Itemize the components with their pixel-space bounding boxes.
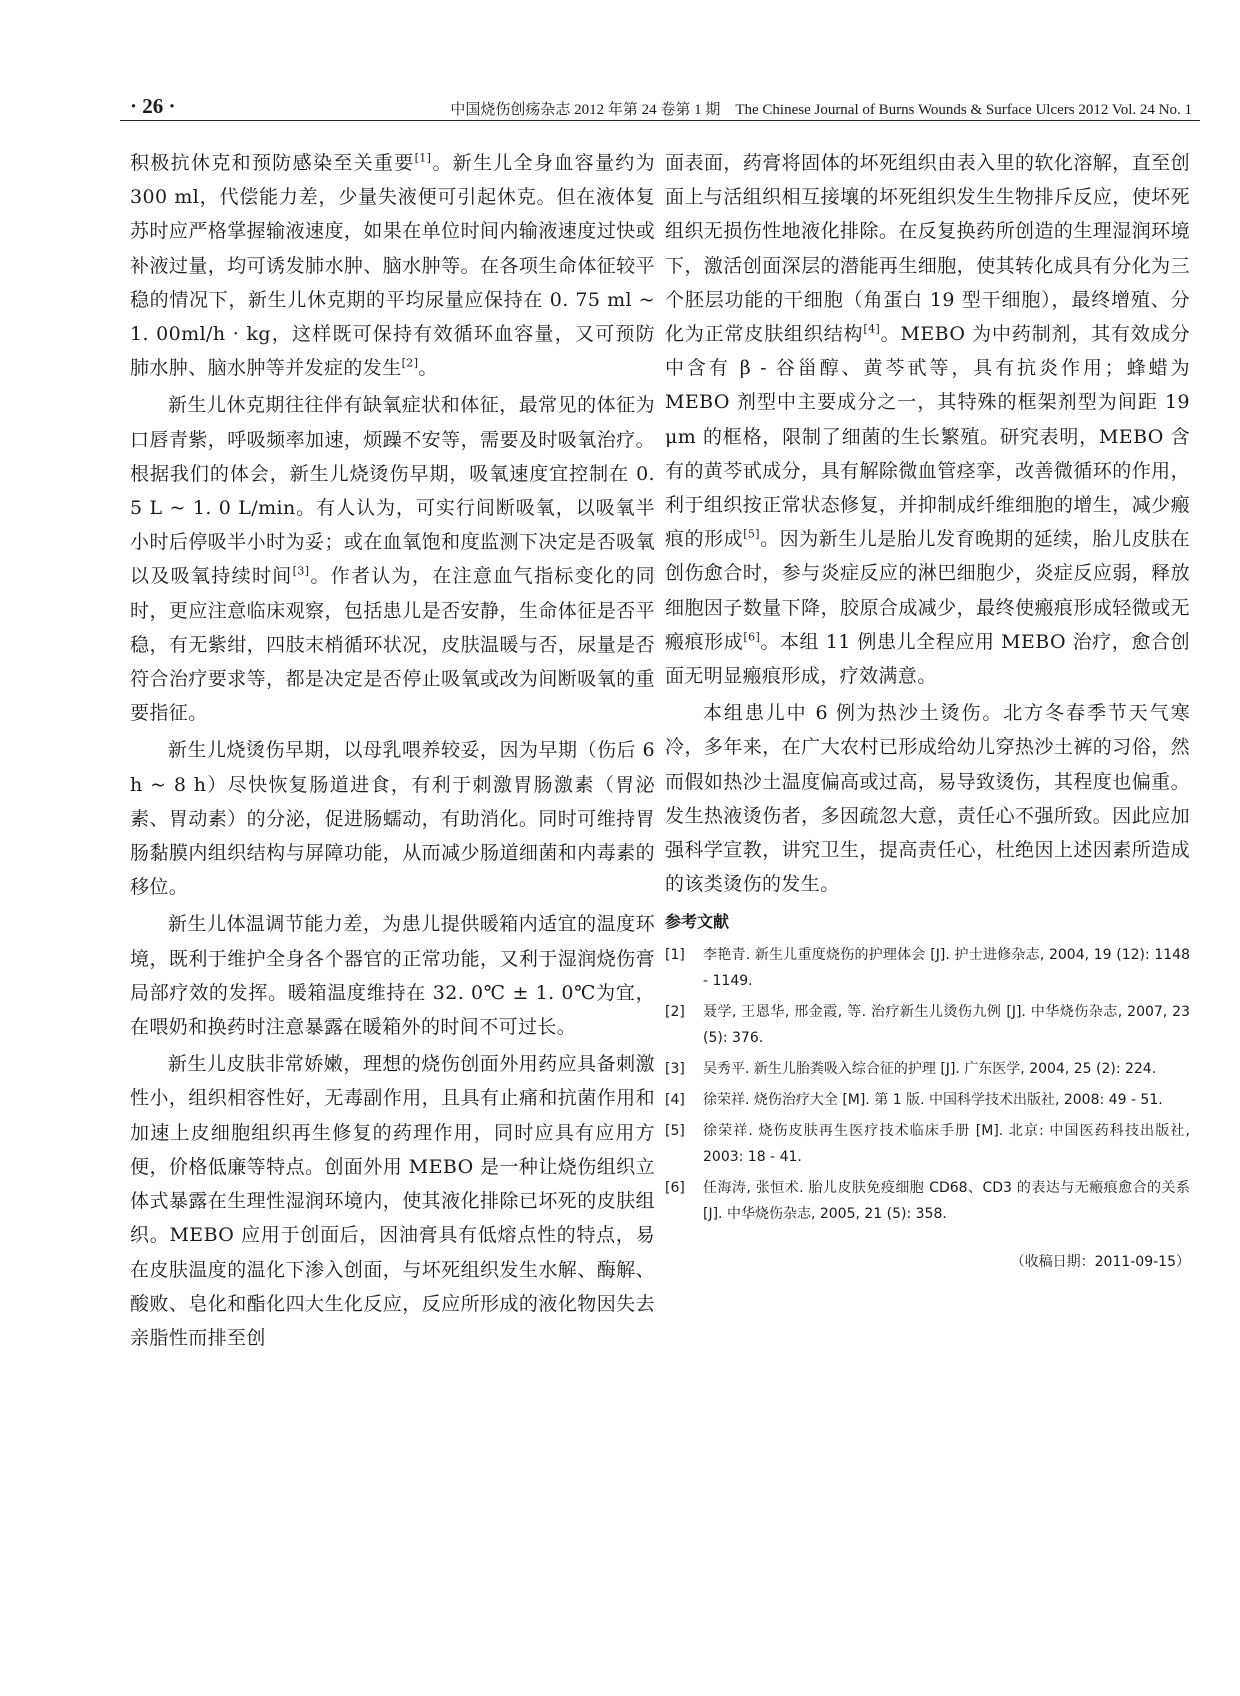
paragraph: 新生儿烧烫伤早期，以母乳喂养较妥，因为早期（伤后 6 h ~ 8 h）尽快恢复肠道进食，有利于刺激胃肠激素（胃泌素、胃动素）的分泌，促进肠蠕动，有助消化。同时可维持胃肠黏膜内组织结构与屏障功能，从而减少肠道细菌和内毒素的移位。 xyxy=(130,739,655,899)
page-header xyxy=(120,94,1200,121)
left-column xyxy=(130,146,655,1355)
reference-number: [1] xyxy=(665,947,685,964)
reference-item xyxy=(665,1175,1190,1227)
reference-number: [5] xyxy=(665,1123,685,1140)
reference-text: 徐荣祥. 烧伤治疗大全 [M]. 第 1 版. 中国科学技术出版社, 2008: 49 - 51. xyxy=(703,1092,1163,1109)
reference-number: [2] xyxy=(665,1004,685,1021)
text-run: 。作者认为，在注意血气指标变化的同时，更应注意临床观察，包括患儿是否安静，生命体征是否平稳，有无紫绀，四肢末梢循环状况，皮肤温暖与否，尿量是否符合治疗要求等，都是决定是否停止吸氧或改为间断吸氧的重要指征。 xyxy=(130,565,655,725)
reference-number: [6] xyxy=(665,1180,685,1197)
paragraph xyxy=(130,146,655,385)
received-date: （收稿日期：2011-09-15） xyxy=(1010,1254,1190,1271)
paragraph: 新生儿体温调节能力差，为患儿提供暖箱内适宜的温度环境，既利于维护全身各个器官的正常功能，又利于湿润烧伤膏局部疗效的发挥。暖箱温度维持在 32. 0℃ ± 1. 0℃为宜，在喂奶和换药时注意暴露在暖箱外的时间不可过长。 xyxy=(130,913,655,1039)
reference-text: 任海涛, 张恒术. 胎儿皮肤免疫细胞 CD68、CD3 的表达与无瘢痕愈合的关系 [J]. 中华烧伤杂志, 2005, 21 (5): 358. xyxy=(703,1180,1190,1223)
reference-item xyxy=(665,1056,1190,1082)
paragraph: 本组患儿中 6 例为热沙土烫伤。北方冬春季节天气寒冷，多年来，在广大农村已形成给幼儿穿热沙土裤的习俗，然而假如热沙土温度偏高或过高，易导致烫伤，其程度也偏重。发生热液烫伤者，多因疏忽大意，责任心不强所致。因此应加强科学宣教，讲究卫生，提高责任心，杜绝因上述因素所造成的该类烫伤的发生。 xyxy=(665,702,1190,896)
paragraph: 新生儿皮肤非常娇嫩，理想的烧伤创面外用药应具备刺激性小，组织相容性好，无毒副作用，且具有止痛和抗菌作用和加速上皮细胞组织再生修复的药理作用，同时应具有应用方便，价格低廉等特点。创面外用 MEBO 是一种让烧伤组织立体式暴露在生理性湿润环境内，使其液化排除已坏死的皮肤组织。MEBO 应用于创面后，因油膏具有低熔点性的特点，易在皮肤温度的温化下渗入创面，与坏死组织发生水解、酶解、酸败、皂化和酯化四大生化反应，反应所形成的液化物因失去亲脂性而排至创 xyxy=(130,1053,655,1349)
reference-item xyxy=(665,999,1190,1051)
text-run: 。因为新生儿是胎儿发育晚期的延续，胎儿皮肤在创伤愈合时，参与炎症反应的淋巴细胞少，炎症反应弱，释放细胞因子数量下降，胶原合成减少，最终使瘢痕形成轻微或无瘢痕形成 xyxy=(665,528,1190,653)
text-run: 。本组 11 例患儿全程应用 MEBO 治疗，愈合创面无明显瘢痕形成，疗效满意。 xyxy=(665,630,1190,688)
citation: [4] xyxy=(863,322,881,336)
citation: [5] xyxy=(743,527,760,541)
references-title: 参考文献 xyxy=(665,912,730,932)
reference-item xyxy=(665,942,1190,994)
paragraph xyxy=(130,388,655,730)
reference-text: 吴秀平. 新生儿胎粪吸入综合征的护理 [J]. 广东医学, 2004, 25 (2): 224. xyxy=(703,1061,1157,1078)
page-number: · 26 · xyxy=(130,94,176,118)
reference-list xyxy=(665,942,1190,1227)
text-run: 。新生儿全身血容量约为 300 ml，代偿能力差，少量失液便可引起休克。但在液体复苏时应严格掌握输液速度，如果在单位时间内输液速度过快或补液过量，均可诱发肺水肿、脑水肿等。在各项生命体征较平稳的情况下，新生儿休克期的平均尿量应保持在 0. 75 ml ~ 1. 00ml/h · kg，这样既可保持有效循环血容量，又可预防肺水肿、脑水肿等并发症的发生 xyxy=(130,152,655,380)
reference-text: 徐荣祥. 烧伤皮肤再生医疗技术临床手册 [M]. 北京: 中国医药科技出版社, 2003: 18 - 41. xyxy=(703,1123,1190,1166)
citation: [2] xyxy=(401,356,419,370)
text-run: 新生儿休克期往往伴有缺氧症状和体征，最常见的体征为口唇青紫，呼吸频率加速，烦躁不安等，需要及时吸氧治疗。根据我们的体会，新生儿烧烫伤早期，吸氧速度宜控制在 0. 5 L ~ 1. 0 L/min。有人认为，可实行间断吸氧，以吸氧半小时后停吸半小时为妥；或在血氧饱和度监测下决定是否吸氧以及吸氧持续时间 xyxy=(130,394,655,588)
citation: [3] xyxy=(292,565,310,579)
text-run: 。 xyxy=(418,357,438,380)
text-run: 。MEBO 为中药制剂，其有效成分中含有 β - 谷甾醇、黄芩甙等，具有抗炎作用；蜂蜡为 MEBO 剂型中主要成分之一，其特殊的框架剂型为间距 19 μm 的框格，限制了细菌的生长繁殖。研究表明，MEBO 含有的黄芩甙成分，具有解除微血管痉挛，改善微循环的作用，利于组织按正常状态修复，并抑制成纤维细胞的增生，减少瘢痕的形成 xyxy=(665,323,1190,551)
paragraph xyxy=(665,146,1190,693)
reference-text: 李艳青. 新生儿重度烧伤的护理体会 [J]. 护士进修杂志, 2004, 19 (12): 1148 - 1149. xyxy=(703,947,1190,990)
reference-text: 聂学, 王恩华, 邢金霞, 等. 治疗新生儿烫伤九例 [J]. 中华烧伤杂志, 2007, 23 (5): 376. xyxy=(703,1004,1190,1047)
reference-number: [4] xyxy=(665,1092,685,1109)
running-head: 中国烧伤创疡杂志 2012 年第 24 卷第 1 期 The Chinese Journal of Burns Wounds & Surface Ulcers 2012 Vol. 24 No. 1 xyxy=(450,102,1192,118)
right-column xyxy=(665,146,1190,1271)
text-run: 积极抗休克和预防感染至关重要 xyxy=(130,152,415,174)
citation: [1] xyxy=(414,151,432,165)
text-run: 面表面，药膏将固体的坏死组织由表入里的软化溶解，直至创面上与活组织相互接壤的坏死组织发生生物排斥反应，使坏死组织无损伤性地液化排除。在反复换药所创造的生理湿润环境下，激活创面深层的潜能再生细胞，使其转化成具有分化为三个胚层功能的干细胞（角蛋白 19 型干细胞），最终增殖、分化为正常皮肤组织结构 xyxy=(665,152,1190,346)
reference-item xyxy=(665,1118,1190,1170)
citation: [6] xyxy=(743,630,761,644)
reference-number: [3] xyxy=(665,1061,685,1078)
reference-item xyxy=(665,1087,1190,1113)
